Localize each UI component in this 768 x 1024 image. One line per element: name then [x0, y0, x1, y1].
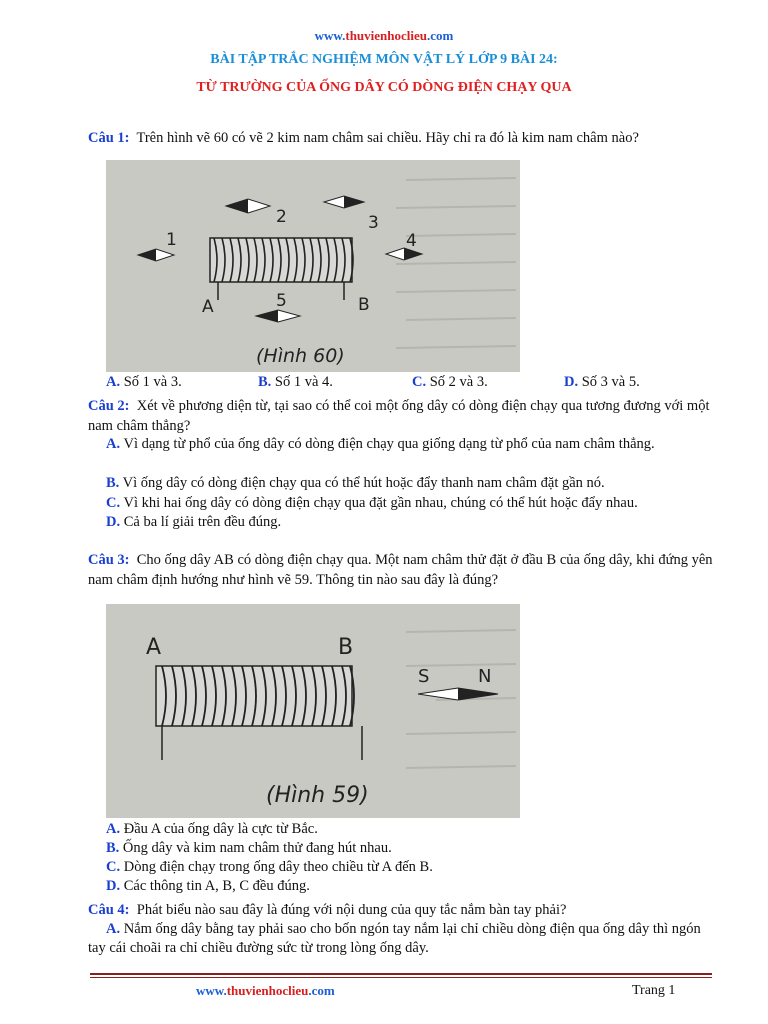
fig60-label-3: 3 — [368, 213, 379, 233]
option-text: Vì ống dây có dòng điện chạy qua có thể hút hoặc đẩy thanh nam châm đặt gần nó. — [122, 475, 605, 491]
option-3c[interactable] — [106, 858, 726, 877]
option-letter: A. — [106, 921, 121, 937]
option-text: Cả ba lí giải trên đều đúng. — [123, 514, 282, 530]
option-text: Các thông tin A, B, C đều đúng. — [123, 878, 310, 894]
question-2 — [88, 396, 718, 436]
option-text: Số 2 và 3. — [429, 374, 488, 390]
option-2b[interactable] — [106, 474, 726, 493]
fig60-label-B: B — [358, 295, 370, 315]
site-suffix: .com — [308, 983, 335, 998]
question-text: Trên hình vẽ 60 có vẽ 2 kim nam châm sai chiều. Hãy chỉ ra đó là kim nam châm nào? — [136, 130, 639, 146]
option-letter: A. — [106, 821, 121, 837]
option-letter: C. — [412, 374, 427, 390]
fig60-label-1: 1 — [166, 230, 177, 250]
site-name: thuvienhoclieu — [226, 983, 309, 998]
header-website[interactable] — [0, 28, 768, 44]
option-text: Dòng điện chạy trong ống dây theo chiều từ A đến B. — [123, 859, 433, 875]
fig60-label-2: 2 — [276, 207, 287, 227]
question-3 — [88, 550, 718, 590]
option-1d[interactable] — [564, 373, 640, 392]
question-label: Câu 1: — [88, 130, 130, 146]
option-text: Số 3 và 5. — [581, 374, 640, 390]
option-text: Nắm ống dây bằng tay phải sao cho bốn ngón tay nắm lại chỉ chiều dòng điện qua ống dây thì ngón tay cái choãi ra chỉ chiều đường sức từ trong lòng ống dây. — [88, 921, 701, 956]
fig59-label-N: N — [478, 666, 492, 687]
option-1b[interactable] — [258, 373, 333, 392]
option-text: Vì khi hai ống dây có dòng điện chạy qua đặt gần nhau, chúng có thể hút hoặc đẩy nhau. — [123, 495, 638, 511]
question-text: Xét về phương diện từ, tại sao có thể coi một ống dây có dòng điện chạy qua tương đương với một nam châm thẳng? — [88, 398, 710, 434]
fig60-label-4: 4 — [406, 231, 417, 251]
page-number: Trang 1 — [632, 983, 676, 998]
question-text: Cho ống dây AB có dòng điện chạy qua. Một nam châm thử đặt ở đầu B của ống dây, khi đứng yên nam châm định hướng như hình vẽ 59. Thông tin nào sau đây là đúng? — [88, 552, 713, 588]
question-1 — [88, 128, 718, 148]
option-letter: D. — [106, 878, 121, 894]
site-name: thuvienhoclieu — [345, 28, 427, 43]
question-label: Câu 4: — [88, 902, 130, 918]
option-letter: B. — [258, 374, 272, 390]
site-suffix: .com — [426, 28, 454, 43]
option-4a[interactable] — [88, 920, 720, 958]
option-1a[interactable] — [106, 373, 182, 392]
option-text: Ống dây và kim nam châm thử đang hút nhau. — [122, 840, 392, 856]
option-letter: A. — [106, 374, 121, 390]
option-text: Vì dạng từ phổ của ống dây có dòng điện chạy qua giống dạng từ phổ của nam châm thẳng. — [123, 436, 655, 452]
question-text: Phát biểu nào sau đây là đúng với nội dung của quy tắc nắm bàn tay phải? — [136, 902, 567, 918]
footer-rule-thin — [90, 977, 712, 978]
fig59-label-B: B — [338, 635, 354, 660]
site-prefix: www. — [196, 983, 227, 998]
option-2a[interactable] — [88, 435, 720, 454]
document-subtitle: TỪ TRƯỜNG CỦA ỐNG DÂY CÓ DÒNG ĐIỆN CHẠY QUA — [196, 80, 572, 95]
option-2c[interactable] — [106, 494, 726, 513]
figure-60 — [106, 160, 520, 372]
option-text: Số 1 và 4. — [274, 374, 333, 390]
option-1c[interactable] — [412, 373, 488, 392]
question-label: Câu 3: — [88, 552, 130, 568]
option-text: Số 1 và 3. — [123, 374, 182, 390]
site-prefix: www. — [314, 28, 346, 43]
fig60-label-A: A — [202, 297, 214, 317]
option-letter: D. — [564, 374, 579, 390]
figure-caption: (Hình 59) — [266, 783, 369, 808]
option-2d[interactable] — [106, 513, 726, 532]
question-label: Câu 2: — [88, 398, 130, 414]
option-3b[interactable] — [106, 839, 726, 858]
figure-caption: (Hình 60) — [256, 345, 345, 367]
fig60-label-5: 5 — [276, 291, 287, 311]
footer-website[interactable] — [196, 983, 335, 999]
option-letter: B. — [106, 840, 120, 856]
document-title: BÀI TẬP TRẮC NGHIỆM MÔN VẬT LÝ LỚP 9 BÀI 24: — [210, 52, 558, 67]
option-3d[interactable] — [106, 877, 726, 896]
question-4 — [88, 900, 718, 920]
fig59-label-A: A — [146, 635, 162, 660]
option-letter: C. — [106, 859, 121, 875]
figure-59 — [106, 604, 520, 818]
option-letter: A. — [106, 436, 121, 452]
option-letter: D. — [106, 514, 121, 530]
option-text: Đầu A của ống dây là cực từ Bắc. — [123, 821, 318, 837]
option-letter: B. — [106, 475, 120, 491]
option-3a[interactable] — [106, 820, 726, 839]
option-letter: C. — [106, 495, 121, 511]
fig59-label-S: S — [418, 666, 430, 687]
footer-rule — [90, 973, 712, 975]
